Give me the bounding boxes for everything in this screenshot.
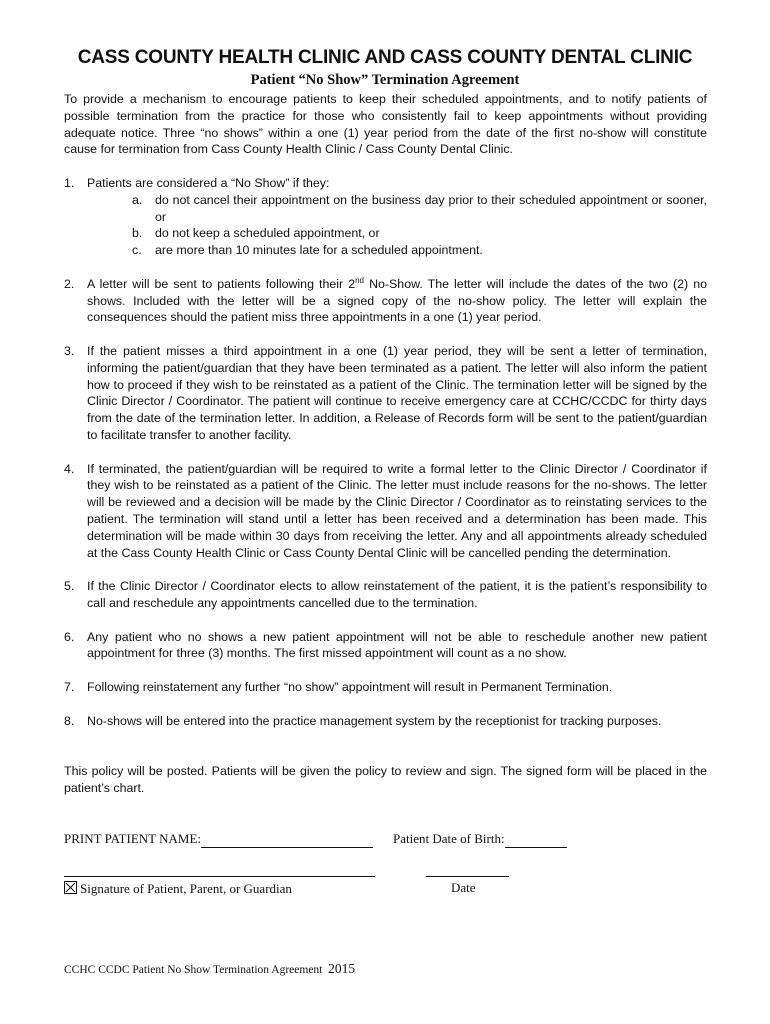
page-footer [64, 961, 355, 977]
criteria-item-c [87, 242, 707, 259]
footer-text: CCHC CCDC Patient No Show Termination Agreement [64, 964, 323, 976]
policy-item-3 [64, 343, 707, 444]
item-number: 7. [64, 679, 75, 694]
criteria-text: are more than 10 minutes late for a scheduled appointment. [155, 243, 483, 258]
item-number: 3. [64, 343, 75, 358]
signature-label: Signature of Patient, Parent, or Guardian [80, 881, 292, 896]
item-text-part-b: No-Show. The letter will include the dates of the two (2) no shows. Included with the letter will be a signed copy of the no-show policy. The letter will explain the consequences should the patient miss three appointments in a one (1) year period. [87, 276, 707, 325]
policy-list [64, 175, 707, 746]
print-name-label: PRINT PATIENT NAME: [64, 831, 202, 846]
item-number: 8. [64, 713, 75, 728]
item-text: Patients are considered a “No Show” if they: [87, 176, 330, 190]
criteria-item-a [87, 192, 707, 226]
item-text: If terminated, the patient/guardian will be required to write a formal letter to the Clinic Director / Coordinator if they wish to be reinstated as a patient of the Clinic. The letter must include reasons for the no-shows. The letter will be reviewed and a decision will be made by the Clinic Director / Coordinator as to reinstating services to the patient. The termination will stand until a letter has been received and a determination has been made. This determination will be made within 30 days from receiving the letter. Any and all appointments already scheduled at the Cass County Health Clinic or Cass County Dental Clinic will be cancelled pending the determination. [87, 461, 707, 560]
footer-year: 2015 [328, 961, 356, 976]
dob-row [393, 831, 567, 848]
no-show-criteria-list [87, 192, 707, 259]
criteria-label: c. [132, 243, 142, 258]
item-number: 4. [64, 461, 75, 476]
date-field[interactable] [426, 876, 509, 877]
signature-label-row [64, 880, 292, 897]
criteria-label: b. [132, 226, 143, 241]
print-name-field[interactable] [201, 831, 373, 848]
ordinal-superscript: nd [355, 275, 364, 285]
item-number: 1. [64, 176, 75, 190]
criteria-text: do not keep a scheduled appointment, or [155, 226, 380, 241]
item-number: 2. [64, 276, 75, 291]
closing-paragraph: This policy will be posted. Patients will be given the policy to review and sign. The signed form will be placed in the patient’s chart. [64, 764, 707, 795]
criteria-text: do not cancel their appointment on the business day prior to their scheduled appointment or sooner, or [155, 192, 707, 224]
item-text-part-a: A letter will be sent to patients following their 2 [87, 276, 356, 291]
policy-item-2 [64, 276, 707, 326]
intro-paragraph: To provide a mechanism to encourage patients to keep their scheduled appointments, and to notify patients of possible termination from the practice for those who consistently fail to keep appointments without providing adequate notice. Three “no shows” within a one (1) year period from the date of the first no-show will constitute cause for termination from Cass County Health Clinic / Cass County Dental Clinic. [64, 92, 707, 157]
document-subtitle: Patient “No Show” Termination Agreement [250, 72, 520, 88]
item-text: If the Clinic Director / Coordinator elects to allow reinstatement of the patient, it is the patient’s responsibility to call and reschedule any appointments cancelled due to the termination. [87, 579, 707, 610]
item-number: 6. [64, 629, 75, 644]
dob-field[interactable] [505, 831, 567, 848]
policy-item-4 [64, 461, 707, 562]
policy-item-8 [64, 713, 707, 730]
policy-item-6 [64, 629, 707, 663]
item-number: 5. [64, 579, 75, 594]
policy-item-5 [64, 578, 707, 612]
item-text: No-shows will be entered into the practice management system by the receptionist for tracking purposes. [87, 713, 662, 728]
signature-checkbox-icon [64, 881, 77, 894]
criteria-item-b [87, 225, 707, 242]
policy-item-1 [64, 175, 707, 259]
date-label: Date [451, 880, 476, 895]
criteria-label: a. [132, 192, 143, 207]
item-text: If the patient misses a third appointment in a one (1) year period, they will be sent a letter of termination, informing the patient/guardian that they have been terminated as a patient. The letter will also inform the patient how to proceed if they wish to be reinstated as a patient of the Clinic. The termination letter will be signed by the Clinic Director / Coordinator. The patient will continue to receive emergency care at CCHC/CCDC for thirty days from the date of the termination letter. In addition, a Release of Records form will be sent to the patient/guardian to facilitate transfer to another facility. [87, 343, 707, 442]
dob-label: Patient Date of Birth: [393, 831, 505, 846]
print-name-row [64, 831, 373, 848]
document-title: CASS COUNTY HEALTH CLINIC AND CASS COUNTY DENTAL CLINIC [77, 47, 693, 68]
item-text: Any patient who no shows a new patient appointment will not be able to reschedule another new patient appointment for three (3) months. The first missed appointment will count as a no show. [87, 629, 707, 661]
policy-item-7 [64, 679, 707, 696]
item-text: Following reinstatement any further “no show” appointment will result in Permanent Termination. [87, 679, 613, 694]
signature-field[interactable] [64, 876, 375, 877]
